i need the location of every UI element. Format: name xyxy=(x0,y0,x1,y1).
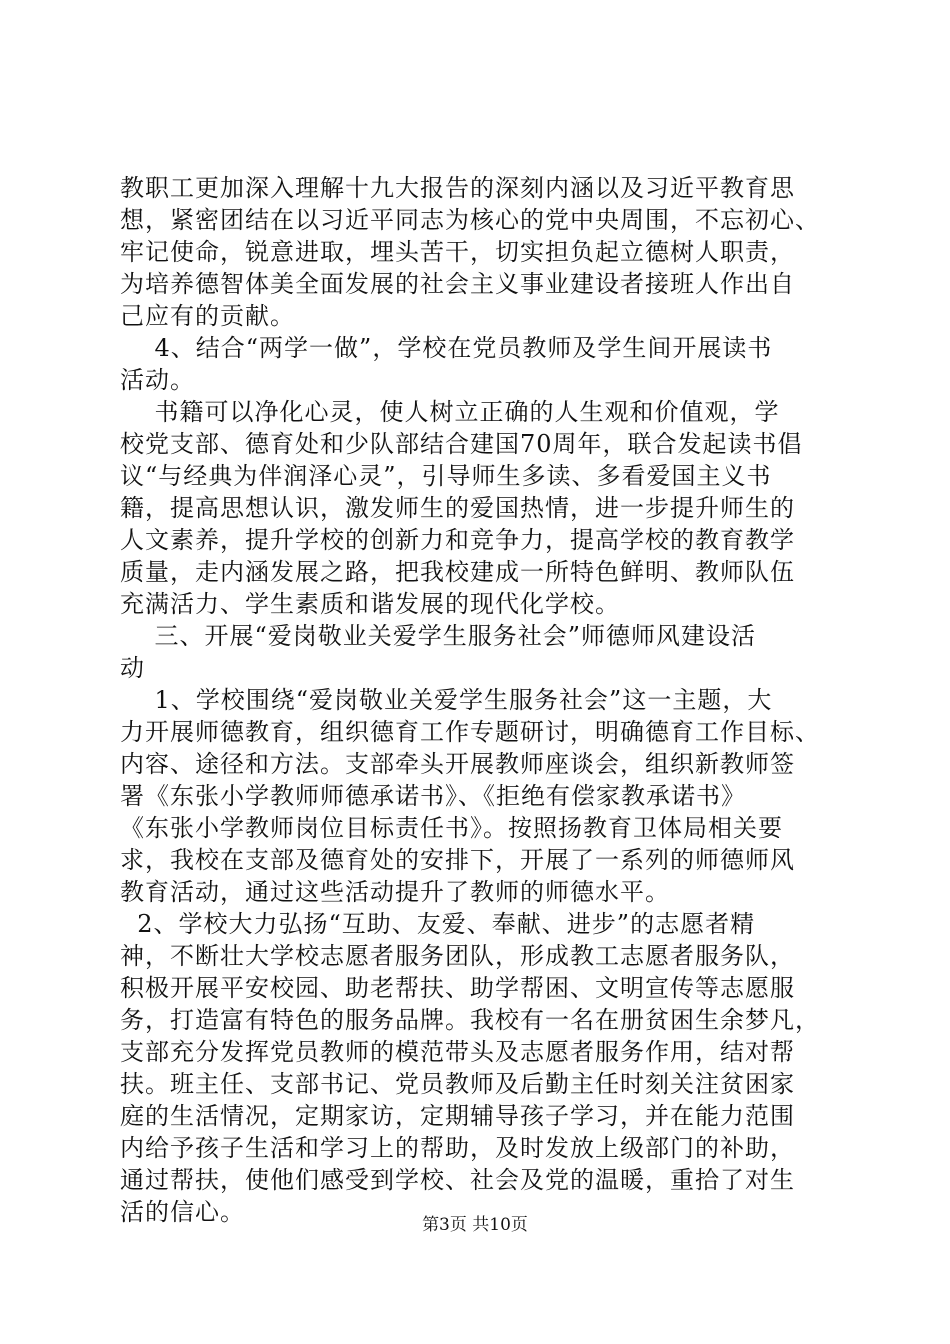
text-line: 教职工更加深入理解十九大报告的深刻内涵以及习近平教育思 xyxy=(120,174,795,202)
text-line: 质量，走内涵发展之路，把我校建成一所特色鲜明、教师队伍 xyxy=(120,558,795,586)
text-line: 署《东张小学教师师德承诺书》、《拒绝有偿家教承诺书》 xyxy=(120,782,746,810)
text-line: 牢记使命，锐意进取，埋头苦干，切实担负起立德树人职责， xyxy=(120,238,795,266)
text-line: 教育活动，通过这些活动提升了教师的师德水平。 xyxy=(120,878,670,906)
text-line: 想，紧密团结在以习近平同志为核心的党中央周围，不忘初心、 xyxy=(120,206,820,234)
text-line: 扶。班主任、支部书记、党员教师及后勤主任时刻关注贫困家 xyxy=(120,1070,795,1098)
text-line: 为培养德智体美全面发展的社会主义事业建设者接班人作出自 xyxy=(120,270,795,298)
body-text xyxy=(120,172,832,1228)
text-line: 书籍可以净化心灵，使人树立正确的人生观和价值观，学 xyxy=(120,398,780,426)
text-line: 籍，提高思想认识，激发师生的爱国热情，进一步提升师生的 xyxy=(120,494,795,522)
text-line: 内给予孩子生活和学习上的帮助，及时发放上级部门的补助， xyxy=(120,1134,795,1162)
text-line: 活动。 xyxy=(120,366,195,394)
text-line: 《东张小学教师岗位目标责任书》。按照扬教育卫体局相关要 xyxy=(120,814,783,842)
section-heading: 三、开展“爱岗敬业关爱学生服务社会”师德师风建设活 xyxy=(120,622,757,650)
text-line: 通过帮扶，使他们感受到学校、社会及党的温暖，重拾了对生 xyxy=(120,1166,795,1194)
text-line: 务，打造富有特色的服务品牌。我校有一名在册贫困生余梦凡， xyxy=(120,1006,820,1034)
text-line: 校党支部、德育处和少队部结合建国70周年，联合发起读书倡 xyxy=(120,430,803,458)
text-line: 4、结合“两学一做”，学校在党员教师及学生间开展读书 xyxy=(120,334,773,362)
text-line: 充满活力、学生素质和谐发展的现代化学校。 xyxy=(120,590,620,618)
page-footer: 第3页 共10页 xyxy=(422,1215,528,1235)
text-line: 内容、途径和方法。支部牵头开展教师座谈会，组织新教师签 xyxy=(120,750,795,778)
text-line: 活的信心。 xyxy=(120,1198,245,1226)
text-line: 己应有的贡献。 xyxy=(120,302,295,330)
text-line: 1、学校围绕“爱岗敬业关爱学生服务社会”这一主题，大 xyxy=(120,686,773,714)
text-line: 庭的生活情况，定期家访，定期辅导孩子学习，并在能力范围 xyxy=(120,1102,795,1130)
text-line: 积极开展平安校园、助老帮扶、助学帮困、文明宣传等志愿服 xyxy=(120,974,795,1002)
text-line: 求，我校在支部及德育处的安排下，开展了一系列的师德师风 xyxy=(120,846,795,874)
section-heading-cont: 动 xyxy=(120,654,145,682)
text-line: 2、学校大力弘扬“互助、友爱、奉献、进步”的志愿者精 xyxy=(120,910,756,938)
text-line: 人文素养，提升学校的创新力和竞争力，提高学校的教育教学 xyxy=(120,526,795,554)
text-line: 支部充分发挥党员教师的模范带头及志愿者服务作用，结对帮 xyxy=(120,1038,795,1066)
text-line: 神，不断壮大学校志愿者服务团队，形成教工志愿者服务队， xyxy=(120,942,795,970)
text-line: 力开展师德教育，组织德育工作专题研讨，明确德育工作目标、 xyxy=(120,718,820,746)
text-line: 议“与经典为伴润泽心灵”，引导师生多读、多看爱国主义书 xyxy=(120,462,772,490)
